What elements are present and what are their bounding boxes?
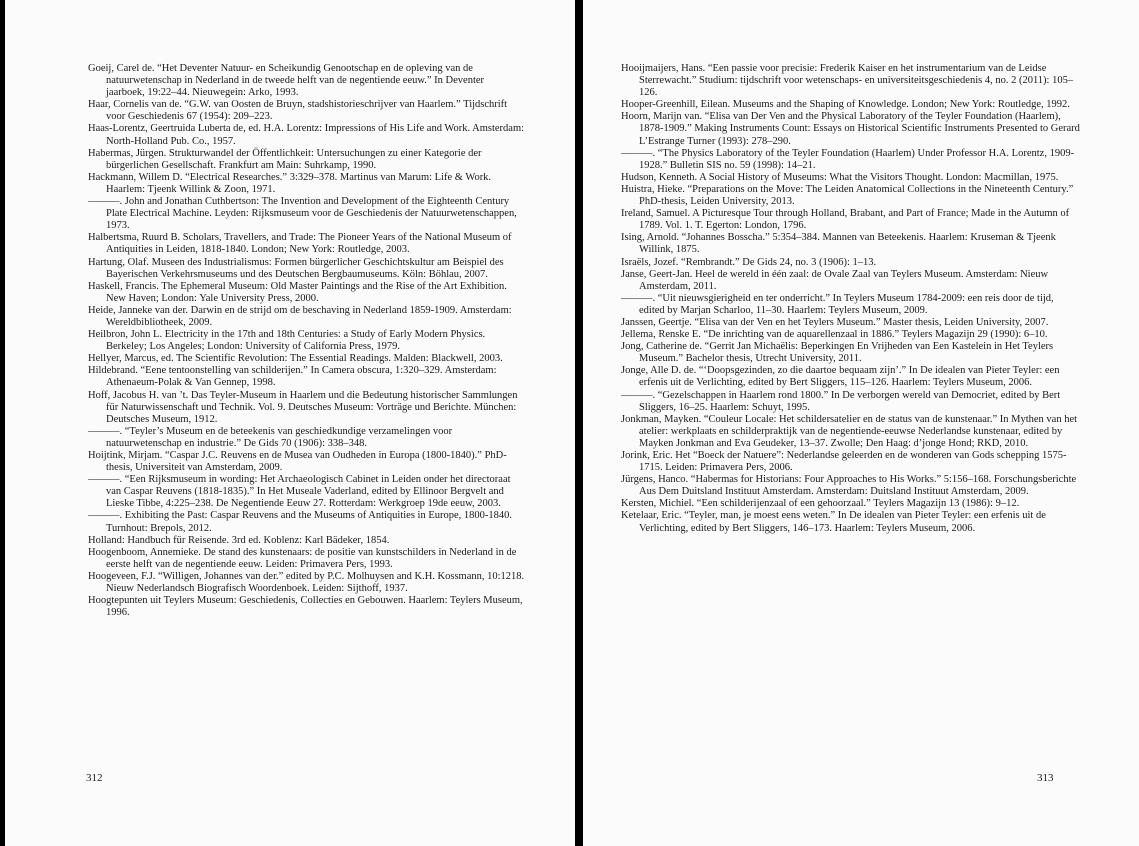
bibliography-entry: Jong, Catherine de. “Gerrit Jan Michaëlis: Beperkingen En Vrijheden van Een Kastelein in Het Teylers Museum.” Bachelor thesis, Utrecht University, 2011.	[621, 341, 1054, 365]
page-number: 312	[86, 772, 103, 784]
bibliography-entry: ———. “Teyler’s Museum en de beteekenis van geschiedkundige verzamelingen voor natuurwetenschap en industrie.” De Gids 70 (1906): 338–348.	[88, 425, 453, 449]
bibliography-entry: Heide, Janneke van der. Darwin en de strijd om de beschaving in Nederland 1859-1909. Amsterdam: Wereldbibliotheek, 2009.	[88, 304, 512, 328]
bibliography-entry: Hooijmaijers, Hans. “Een passie voor precisie: Frederik Kaiser en het instrumentarium van de Leidse Sterrewacht.” Studium: tijdschrift voor wetenschaps- en universiteitsgeschiedenis 4, no. 2 (2011): 105–126.	[621, 63, 1074, 99]
bibliography-entry: ———. Exhibiting the Past: Caspar Reuvens and the Museums of Antiquities in Europe, 1800-1840. Turnhout: Brepols, 2012.	[88, 510, 513, 534]
bibliography-entry: ———. “Gezelschappen in Haarlem rond 1800.” In De verborgen wereld van Democriet, edited by Bert Sliggers, 16–25. Haarlem: Schuyt, 1995.	[621, 389, 1061, 413]
bibliography-entry: Hoff, Jacobus H. van ’t. Das Teyler-Museum in Haarlem und die Bedeutung historischer Sammlungen für Naturwissenschaft und Technik. Vol. 9. Deutsches Museum: Vorträge und Berichte. München: Deutsches Museum, 1912.	[88, 389, 518, 425]
bibliography-entry: Kersten, Michiel. “Een schilderijenzaal of een gehoorzaal.” Teylers Magazijn 13 (1986): 9–12.	[621, 498, 1020, 510]
right-page	[583, 0, 1139, 846]
bibliography-entry: Hooper-Greenhill, Eilean. Museums and the Shaping of Knowledge. London; New York: Routledge, 1992.	[621, 99, 1070, 111]
bibliography-entry: Goeij, Carel de. “Het Deventer Natuur- en Scheikundig Genootschap en de opleving van de natuurwetenschap in Nederland in de tweede helft van de negentiende eeuw.” In Deventer jaarboek, 19:22–44. Nieuwegein: Arko, 1993.	[88, 63, 485, 99]
bibliography-entry: Jürgens, Hanco. “Habermas for Historians: Four Approaches to His Works.” 5:156–168. Forschungsberichte Aus Dem Duitsland Instituut Amsterdam. Amsterdam: Duitsland Instituut Amsterdam, 2009.	[621, 474, 1077, 498]
bibliography-entry: Habermas, Jürgen. Strukturwandel der Öffentlichkeit: Untersuchungen zu einer Kategorie der bürgerlichen Gesellschaft. Frankfurt am Main: Suhrkamp, 1990.	[88, 147, 482, 171]
bibliography-entry: Jonkman, Mayken. “Couleur Locale: Het schildersatelier en de status van de kunstenaar.” In Mythen van het atelier: werkplaats en schilderpraktijk van de negentiende-eeuwse Nederlandse kunstenaar, edited by Mayken Jonkman and Eva Geudeker, 13–37. Zwolle; Den Haag: d’jonge Hond; RKD, 2010.	[621, 413, 1078, 449]
bibliography-entry: Janssen, Geertje. “Elisa van der Ven en het Teylers Museum.” Master thesis, Leiden University, 2007.	[621, 316, 1049, 328]
bibliography-entry: Israëls, Jozef. “Rembrandt.” De Gids 24, no. 3 (1906): 1–13.	[621, 256, 877, 268]
bibliography-entry: Hildebrand. “Eene tentoonstelling van schilderijen.” In Camera obscura, 1:320–329. Amsterdam: Athenaeum-Polak & Van Gennep, 1998.	[88, 365, 497, 389]
bibliography-entry: Haar, Cornelis van de. “G.W. van Oosten de Bruyn, stadshistorieschrijver van Haarlem.” Tijdschrift voor Geschiedenis 67 (1954): 209–223.	[88, 99, 508, 123]
bibliography-entry: ———. “The Physics Laboratory of the Teyler Foundation (Haarlem) Under Professor H.A. Lorentz, 1909-1928.” Bulletin SIS no. 59 (1998): 14–21.	[621, 147, 1075, 171]
bibliography-entry: Jonge, Alle D. de. “‘Doopsgezinden, zo die daartoe bequaam zijn’.” In De idealen van Pieter Teyler: een erfenis uit de Verlichting, edited by Bert Sliggers, 115–126. Haarlem: Teylers Museum, 2006.	[621, 365, 1060, 389]
left-page	[5, 0, 575, 846]
bibliography-entry: Ising, Arnold. “Johannes Bosscha.” 5:354–384. Mannen van Beteekenis. Haarlem: Kruseman & Tjeenk Willink, 1875.	[621, 232, 1056, 256]
bibliography-entry: Hoogeveen, F.J. “Willigen, Johannes van der.” edited by P.C. Molhuysen and K.H. Kossmann, 10:1218. Nieuw Nederlandsch Biografisch Woordenboek. Leiden: Sijthoff, 1937.	[88, 570, 525, 595]
bibliography-entry: Hoijtink, Mirjam. “Caspar J.C. Reuvens en de Musea van Oudheden in Europa (1800-1840).” PhD-thesis, Universiteit van Amsterdam, 2009.	[88, 450, 507, 474]
bibliography-entry: ———. John and Jonathan Cuthbertson: The Invention and Development of the Eighteenth Century Plate Electrical Machine. Leyden: Rijksmuseum voor de Geschiedenis der Natuurwetenschappen, 1973.	[88, 196, 517, 232]
bibliography-entry: Hackmann, Willem D. “Electrical Researches.” 3:329–378. Martinus van Marum: Life & Work. Haarlem: Tjeenk Willink & Zoon, 1971.	[88, 171, 492, 195]
bibliography-entry: Hoogenboom, Annemieke. De stand des kunstenaars: de positie van kunstschilders in Nederland in de eerste helft van de negentiende eeuw. Leiden: Primavera Pers, 1993.	[88, 546, 517, 570]
bibliography-entry: Holland: Handbuch für Reisende. 3rd ed. Koblenz: Karl Bädeker, 1854.	[88, 534, 390, 546]
bibliography-entry: Halbertsma, Ruurd B. Scholars, Travellers, and Trade: The Pioneer Years of the National Museum of Antiquities in Leiden, 1818-1840. London; New York: Routledge, 2003.	[88, 232, 512, 256]
bibliography-entry: Haskell, Francis. The Ephemeral Museum: Old Master Paintings and the Rise of the Art Exhibition. New Haven; London: Yale University Press, 2000.	[88, 280, 507, 304]
bibliography-entry: Jellema, Renske E. “De inrichting van de aquarellenzaal in 1886.” Teylers Magazijn 29 (1990): 6–10.	[621, 329, 1048, 341]
bibliography-list	[621, 63, 1081, 535]
bibliography-entry: ———. “Uit nieuwsgierigheid en ter onderricht.” In Teylers Museum 1784-2009: een reis door de tijd, edited by Marjan Scharloo, 11–30. Haarlem: Teylers Museum, 2009.	[621, 292, 1054, 316]
bibliography-entry: Hellyer, Marcus, ed. The Scientific Revolution: The Essential Readings. Malden: Blackwell, 2003.	[88, 353, 503, 365]
bibliography-entry: Janse, Geert-Jan. Heel de wereld in één zaal: de Ovale Zaal van Teylers Museum. Amsterdam: Nieuw Amsterdam, 2011.	[621, 268, 1049, 292]
bibliography-entry: Hartung, Olaf. Museen des Industrialismus: Formen bürgerlicher Geschichtskultur am Beispiel des Bayerischen Verkehrsmuseums und des Deutschen Bergbaumuseums. Köln: Böhlau, 2007.	[88, 256, 504, 280]
page-number: 313	[1037, 772, 1054, 784]
bibliography-entry: ———. “Een Rijksmuseum in wording: Het Archaeologisch Cabinet in Leiden onder het directoraat van Caspar Reuvens (1818-1835).” In Het Museale Vaderland, edited by Ellinoor Bergvelt and Lieske Tibbe, 4:225–238. De Negentiende Eeuw 27. Rotterdam: Werkgroep 19de eeuw, 2003.	[88, 474, 511, 510]
bibliography-entry: Heilbron, John L. Electricity in the 17th and 18th Centuries: a Study of Early Modern Physics. Berkeley; Los Angeles; London: University of California Press, 1979.	[88, 329, 486, 353]
bibliography-entry: Haas-Lorentz, Geertruida Luberta de, ed. H.A. Lorentz: Impressions of His Life and Work. Amsterdam: North-Holland Pub. Co., 1957.	[88, 123, 525, 147]
bibliography-entry: Ireland, Samuel. A Picturesque Tour through Holland, Brabant, and Part of France; Made in the Autumn of 1789. Vol. 1. T. Egerton: London, 1796.	[621, 208, 1070, 232]
bibliography-entry: Ketelaar, Eric. “Teyler, man, je moest eens weten.” In De idealen van Pieter Teyler: een erfenis uit de Verlichting, edited by Bert Sliggers, 146–173. Haarlem: Teylers Museum, 2006.	[621, 510, 1046, 534]
bibliography-list	[88, 63, 525, 619]
bibliography-entry: Huistra, Hieke. “Preparations on the Move: The Leiden Anatomical Collections in the Nineteenth Century.” PhD-thesis, Leiden University, 2013.	[621, 183, 1074, 208]
bibliography-entry: Hoogtepunten uit Teylers Museum: Geschiedenis, Collecties en Gebouwen. Haarlem: Teylers Museum, 1996.	[88, 595, 523, 619]
bibliography-entry: Hoorn, Marijn van. “Elisa van Der Ven and the Physical Laboratory of the Teyler Foundation (Haarlem), 1878-1909.” Making Instruments Count: Essays on Historical Scientific Instruments Presented to Gerard L’Estrange Turner (1993): 278–290.	[621, 111, 1080, 147]
bibliography-entry: Hudson, Kenneth. A Social History of Museums: What the Visitors Thought. London: Macmillan, 1975.	[621, 171, 1059, 183]
bibliography-entry: Jorink, Eric. Het “Boeck der Natuere”: Nederlandse geleerden en de wonderen van Gods schepping 1575-1715. Leiden: Primavera Pers, 2006.	[621, 450, 1067, 474]
